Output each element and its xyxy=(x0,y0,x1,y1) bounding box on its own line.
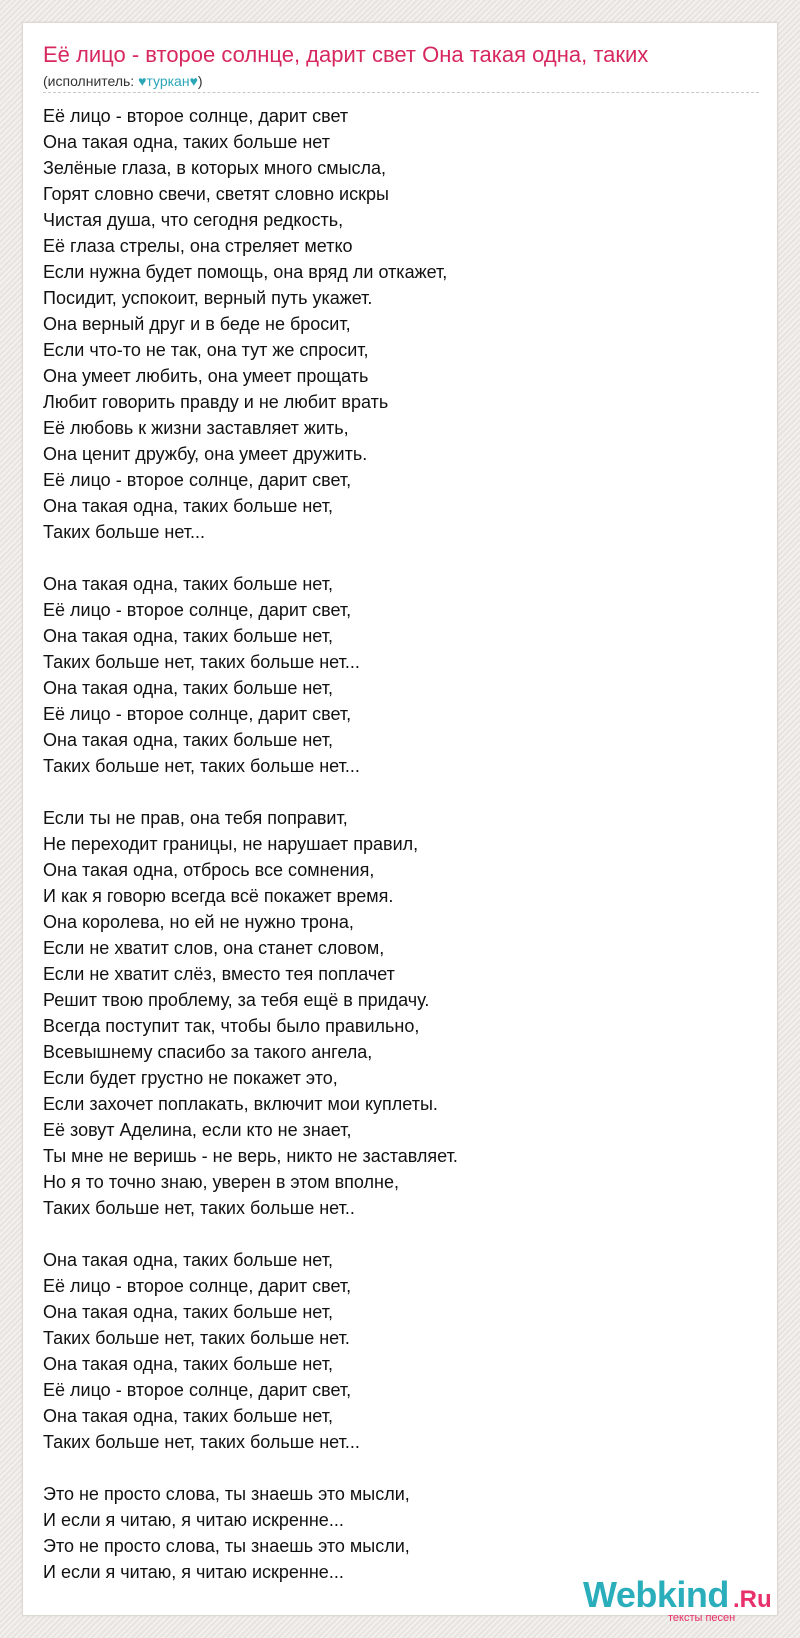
lyrics-verse xyxy=(43,1481,759,1585)
lyrics-line: Она такая одна, отбрось все сомнения, xyxy=(43,860,375,880)
lyrics-line: Её глаза стрелы, она стреляет метко xyxy=(43,236,353,256)
lyrics-line: Таких больше нет, таких больше нет... xyxy=(43,756,360,776)
lyrics-line: Таких больше нет, таких больше нет... xyxy=(43,1432,360,1452)
lyrics-line: Её зовут Аделина, если кто не знает, xyxy=(43,1120,352,1140)
lyrics-line: Она такая одна, таких больше нет xyxy=(43,132,330,152)
lyrics-card xyxy=(22,22,778,1624)
lyrics-line: Если не хватит слёз, вместо тея поплачет xyxy=(43,964,395,984)
lyrics-line: Она такая одна, таких больше нет, xyxy=(43,626,333,646)
lyrics-verse xyxy=(43,1247,759,1455)
lyrics-line: Она такая одна, таких больше нет, xyxy=(43,678,333,698)
lyrics-line: Она такая одна, таких больше нет, xyxy=(43,1250,333,1270)
lyrics-line: Чистая душа, что сегодня редкость, xyxy=(43,210,344,230)
lyrics-line: Таких больше нет, таких больше нет... xyxy=(43,652,360,672)
artist-line xyxy=(43,72,203,90)
lyrics-line: Она такая одна, таких больше нет, xyxy=(43,730,333,750)
lyrics-line: Горят словно свечи, светят словно искры xyxy=(43,184,389,204)
lyrics-line: Она верный друг и в беде не бросит, xyxy=(43,314,351,334)
lyrics-line: Это не просто слова, ты знаешь это мысли, xyxy=(43,1536,410,1556)
lyrics-line: Посидит, успокоит, верный путь укажет. xyxy=(43,288,373,308)
artist-prefix: (исполнитель: xyxy=(43,73,139,89)
lyrics-verse xyxy=(43,103,759,545)
lyrics-line: Если захочет поплакать, включит мои куплеты. xyxy=(43,1094,438,1114)
lyrics-line: Но я то точно знаю, уверен в этом вполне, xyxy=(43,1172,400,1192)
lyrics-line: Она такая одна, таких больше нет, xyxy=(43,1302,333,1322)
lyrics-body xyxy=(43,103,759,1611)
logo-subtitle: тексты песен xyxy=(668,1612,736,1624)
lyrics-line: Таких больше нет... xyxy=(43,522,205,542)
lyrics-line: И если я читаю, я читаю искренне... xyxy=(43,1562,344,1582)
lyrics-line: Её лицо - второе солнце, дарит свет, xyxy=(43,1276,352,1296)
lyrics-line: Решит твою проблему, за тебя ещё в придачу. xyxy=(43,990,430,1010)
lyrics-line: Всегда поступит так, чтобы было правильно, xyxy=(43,1016,420,1036)
lyrics-line: Она такая одна, таких больше нет, xyxy=(43,1406,333,1426)
lyrics-line: Всевышнему спасибо за такого ангела, xyxy=(43,1042,373,1062)
lyrics-line: Любит говорить правду и не любит врать xyxy=(43,392,389,412)
lyrics-line: Зелёные глаза, в которых много смысла, xyxy=(43,158,387,178)
page-title: Её лицо - второе солнце, дарит свет Она такая одна, таких xyxy=(43,42,649,67)
lyrics-line: Если не хватит слов, она станет словом, xyxy=(43,938,385,958)
lyrics-verse xyxy=(43,571,759,779)
lyrics-verse xyxy=(43,805,759,1221)
artist-link[interactable] xyxy=(138,73,198,89)
artist-name: туркан xyxy=(146,73,190,89)
lyrics-line: Её лицо - второе солнце, дарит свет, xyxy=(43,600,352,620)
lyrics-line: Это не просто слова, ты знаешь это мысли, xyxy=(43,1484,410,1504)
lyrics-line: И как я говорю всегда всё покажет время. xyxy=(43,886,394,906)
divider xyxy=(43,92,759,93)
heart-icon: ♥ xyxy=(189,73,198,89)
lyrics-line: Если что-то не так, она тут же спросит, xyxy=(43,340,369,360)
lyrics-line: Её лицо - второе солнце, дарит свет xyxy=(43,106,349,126)
lyrics-line: Таких больше нет, таких больше нет. xyxy=(43,1328,350,1348)
lyrics-line: Её лицо - второе солнце, дарит свет, xyxy=(43,1380,352,1400)
lyrics-line: Она умеет любить, она умеет прощать xyxy=(43,366,369,386)
lyrics-line: Её лицо - второе солнце, дарит свет, xyxy=(43,704,352,724)
lyrics-line: Если ты не прав, она тебя поправит, xyxy=(43,808,348,828)
lyrics-line: Таких больше нет, таких больше нет.. xyxy=(43,1198,355,1218)
lyrics-line: Если будет грустно не покажет это, xyxy=(43,1068,338,1088)
lyrics-line: Она королева, но ей не нужно трона, xyxy=(43,912,354,932)
artist-suffix: ) xyxy=(197,73,203,89)
heart-icon: ♥ xyxy=(138,73,147,89)
lyrics-line: Она такая одна, таких больше нет, xyxy=(43,496,333,516)
lyrics-line: Если нужна будет помощь, она вряд ли откажет, xyxy=(43,262,448,282)
lyrics-line: Её любовь к жизни заставляет жить, xyxy=(43,418,349,438)
site-logo[interactable] xyxy=(583,1575,783,1631)
logo-domain: .Ru xyxy=(733,1586,772,1613)
lyrics-line: Она такая одна, таких больше нет, xyxy=(43,574,333,594)
lyrics-line: Её лицо - второе солнце, дарит свет, xyxy=(43,470,352,490)
logo-wordmark: Webkind xyxy=(583,1574,729,1615)
lyrics-line: Она такая одна, таких больше нет, xyxy=(43,1354,333,1374)
lyrics-line: И если я читаю, я читаю искренне... xyxy=(43,1510,344,1530)
lyrics-line: Не переходит границы, не нарушает правил, xyxy=(43,834,419,854)
lyrics-line: Ты мне не веришь - не верь, никто не заставляет. xyxy=(43,1146,458,1166)
lyrics-line: Она ценит дружбу, она умеет дружить. xyxy=(43,444,368,464)
